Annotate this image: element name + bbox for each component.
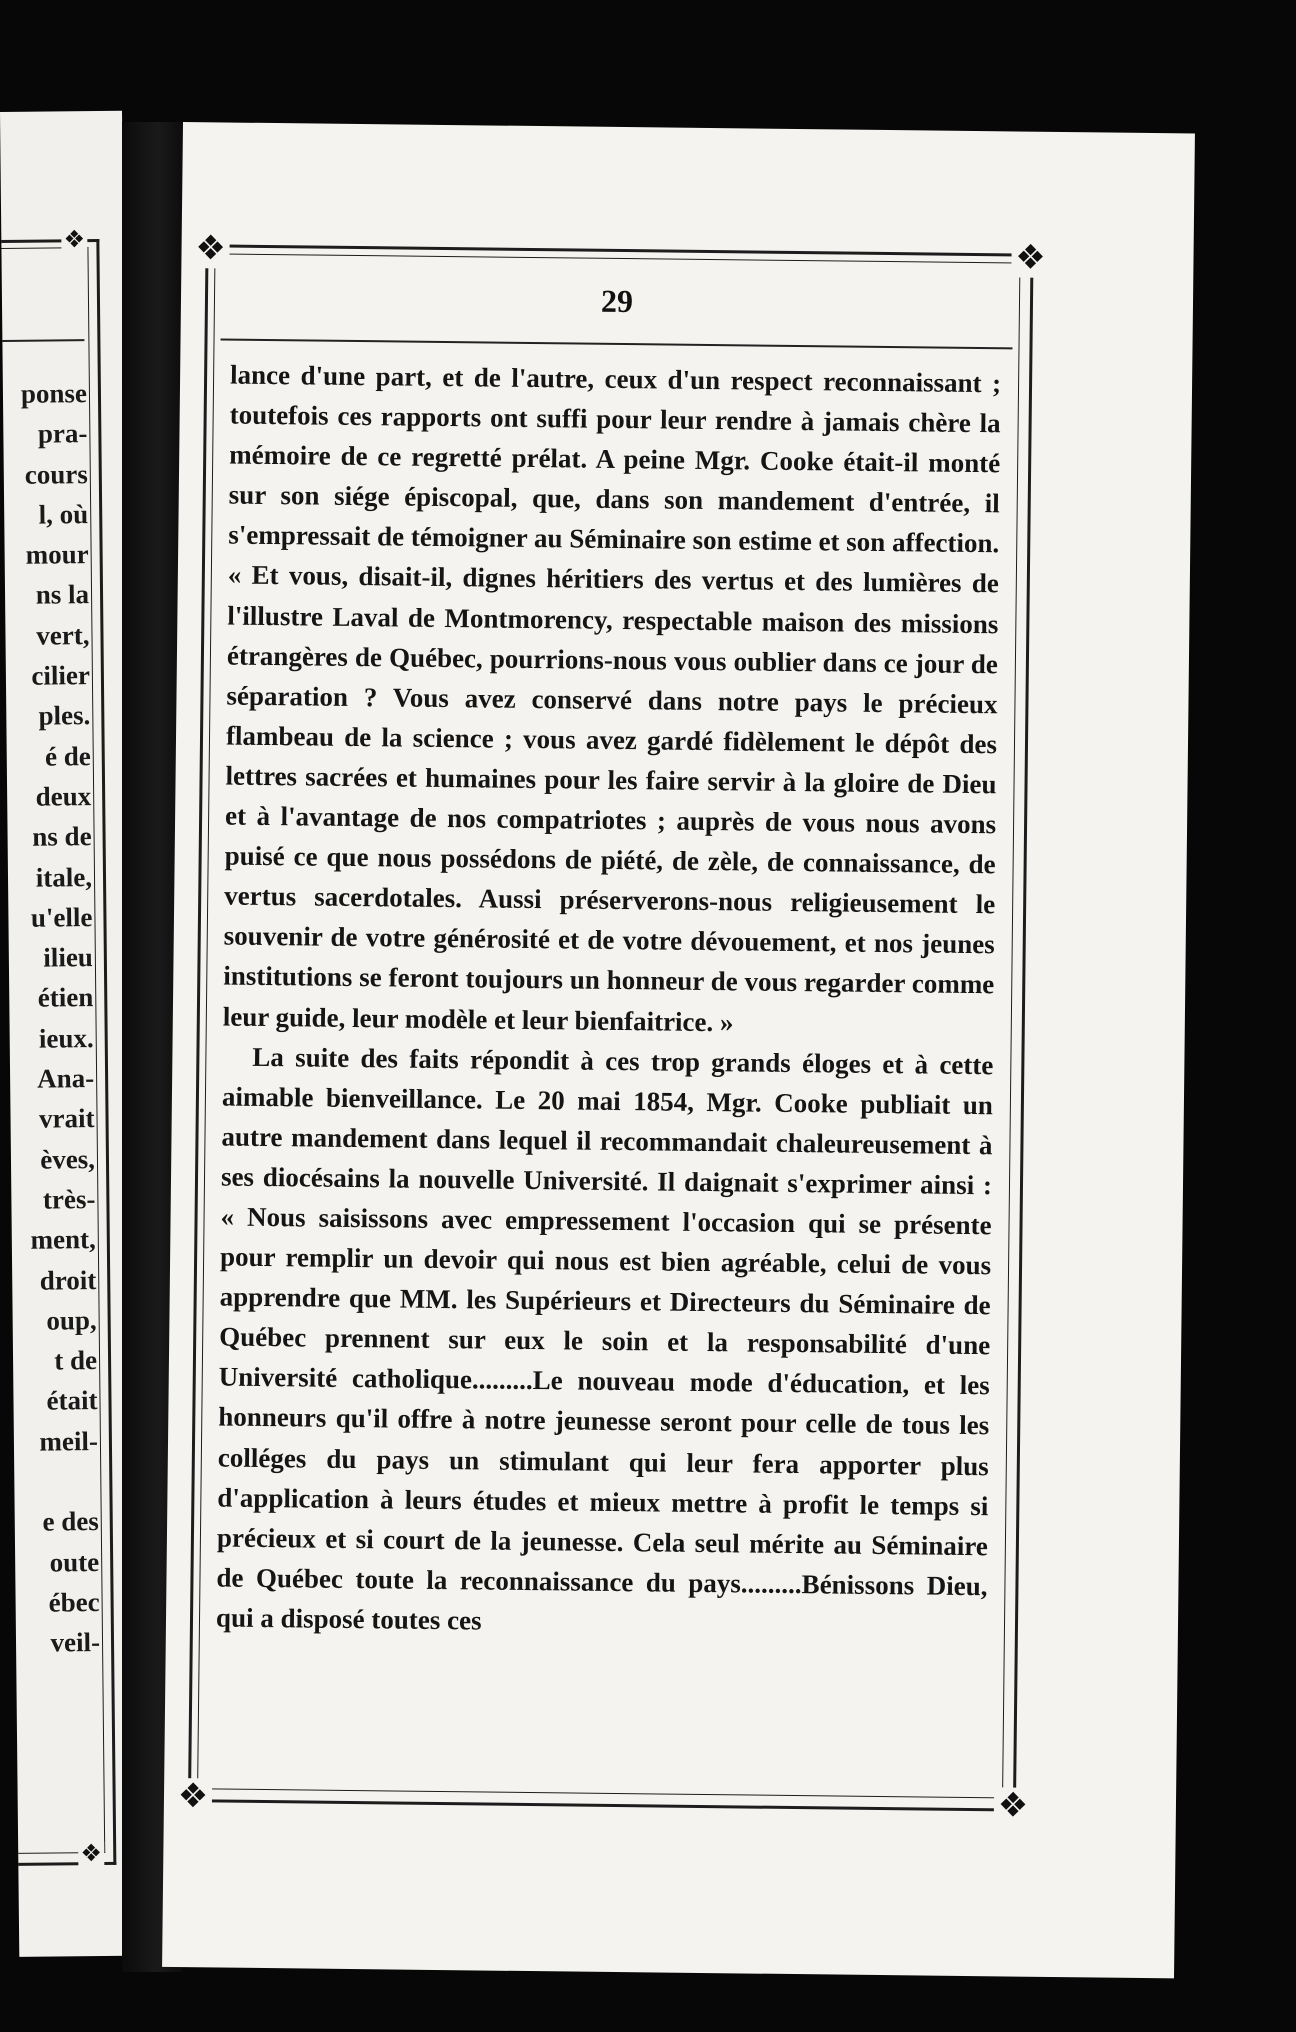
previous-page-line: vert, — [36, 619, 90, 651]
page-body — [216, 355, 1002, 1647]
ornament-icon: ❖ — [78, 1841, 104, 1867]
previous-page-text — [0, 373, 100, 1663]
previous-page-line: ment, — [30, 1224, 96, 1255]
book-page — [162, 122, 1195, 1978]
previous-page-line: était — [46, 1385, 98, 1417]
previous-page-line: ns de — [32, 821, 92, 852]
previous-page-line: oup, — [46, 1304, 97, 1336]
page-number: 29 — [600, 282, 634, 320]
previous-page-line — [8, 1461, 98, 1502]
previous-page-line: ponse — [20, 378, 88, 409]
previous-page-line: itale, — [35, 861, 93, 893]
previous-page-line: très- — [42, 1183, 96, 1215]
previous-page-line: droit — [39, 1264, 97, 1296]
previous-page-line: étien — [37, 982, 94, 1014]
previous-page-line: ilieu — [43, 942, 94, 973]
previous-page-line: pra- — [37, 418, 88, 449]
previous-page-line: veil- — [50, 1627, 101, 1658]
previous-page-line: ébec — [48, 1586, 100, 1618]
previous-page-line: u'elle — [30, 901, 93, 933]
ornament-icon: ❖ — [994, 1787, 1032, 1825]
previous-page-line: deux — [35, 781, 92, 812]
previous-page-line: Ana- — [36, 1063, 95, 1094]
previous-page-line: oute — [49, 1546, 100, 1578]
previous-page-line: l, où — [38, 498, 89, 530]
ornament-icon: ❖ — [174, 1778, 212, 1816]
ornament-icon: ❖ — [1011, 239, 1049, 277]
previous-page-line: vrait — [38, 1103, 95, 1134]
previous-page-line: mour — [25, 539, 89, 570]
previous-page-line: cours — [24, 458, 88, 490]
previous-page-line: t de — [54, 1345, 98, 1376]
paragraph: La suite des faits répondit à ces trop grands éloges et à cette aimable bienveillance. Le 20 mai 1854, Mgr. Cooke publiait un autre mandement dans lequel il recommandait chaleureusement à ses diocésains la nouvelle Université. Il daignait s'exprimer ainsi : « Nous saisissons avec empressement l'occasion qui se présente pour remplir un devoir qui nous est bien agréable, celui de vous apprendre que MM. les Supérieurs et Directeurs du Séminaire de Québec prennent sur eux le soin et la responsabilité d'une Université catholique.........Le nouveau mode d'éducation, et les honneurs qu'il offre à notre jeunesse seront pour celle de tous les colléges du pays un stimulant qui leur fera apporter plus d'application à leurs études et mieux mettre à profit le temps si précieux et si court de la jeunesse. Cela seul mérite au Séminaire de Québec toute la reconnaissance du pays.........Bénissons Dieu, qui a disposé toutes ces — [215, 1041, 994, 1636]
previous-page-line: e des — [42, 1506, 99, 1537]
previous-page-line: é de — [44, 740, 91, 772]
previous-page-line: ples. — [38, 700, 91, 732]
previous-page-line: ieux. — [38, 1022, 94, 1054]
paragraph: lance d'une part, et de l'autre, ceux d'un respect reconnaissant ; toutefois ces rapports ont suffi pour leur rendre à jamais chère la mémoire de ce regretté prélat. A peine Mgr. Cooke était-il monté sur son siége épiscopal, que, dans son mandement d'entrée, il s'empressait de témoigner au Séminaire son estime et son affection. « Et vous, disait-il, dignes héritiers des vertus et des lumières de l'illustre Laval de Montmorency, respectable maison des missions étrangères de Québec, pourrions-nous vous oublier dans ce jour de séparation ? Vous avez conservé dans notre pays le précieux flambeau de la science ; vous avez gardé fidèlement le dépôt des lettres sacrées et humaines pour les faire servir à la gloire de Dieu et à l'avantage de nos compatriotes ; auprès de vous nous avons puisé ce que nous possédons de piété, de zèle, de connaissance, de vertus sacerdotales. Aussi préserverons-nous religieusement le souvenir de votre générosité et de votre dévouement, et nos jeunes institutions se feront toujours un honneur de vous regarder comme leur guide, leur modèle et leur bienfaitrice. » — [222, 359, 1002, 1037]
previous-page-line: meil- — [39, 1425, 99, 1457]
ornament-icon: ❖ — [191, 230, 229, 268]
ornament-icon: ❖ — [61, 227, 87, 253]
previous-page-line: cilier — [31, 660, 91, 691]
previous-page-line: ns la — [35, 579, 90, 611]
previous-page — [0, 111, 141, 1957]
previous-page-line: èves, — [40, 1143, 96, 1175]
